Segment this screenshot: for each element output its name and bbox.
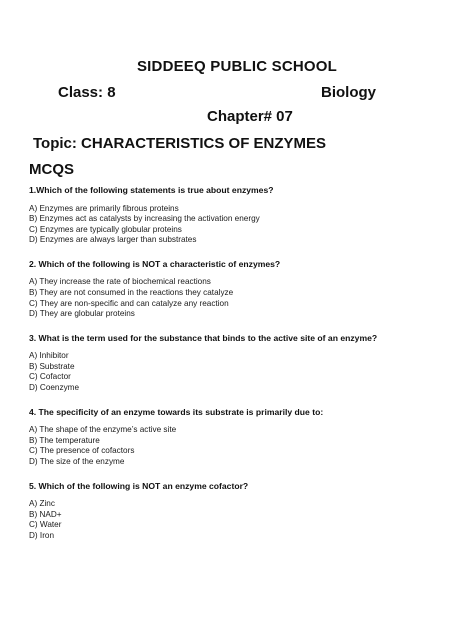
- option-item: A) The shape of the enzyme’s active site: [29, 425, 177, 435]
- school-name: SIDDEEQ PUBLIC SCHOOL: [136, 58, 338, 75]
- option-item: C) Water: [29, 520, 62, 530]
- option-item: C) Enzymes are typically globular proteins: [29, 224, 182, 234]
- option-item: D) The size of the enzyme: [29, 456, 125, 466]
- option-list: [29, 499, 449, 541]
- question-text: 5. Which of the following is NOT an enzyme cofactor?: [29, 480, 249, 491]
- option-item: B) Enzymes act as catalysts by increasing the activation energy: [29, 214, 260, 224]
- option-item: D) Iron: [29, 530, 55, 540]
- question-block: [29, 480, 449, 542]
- option-item: B) The temperature: [29, 435, 100, 445]
- question-block: [29, 332, 449, 394]
- option-item: B) NAD+: [29, 509, 62, 519]
- option-item: C) They are non-specific and can catalyze any reaction: [29, 298, 229, 308]
- option-item: A) Inhibitor: [29, 351, 69, 361]
- option-item: C) The presence of cofactors: [29, 446, 135, 456]
- question-block: [29, 258, 449, 320]
- option-item: D) They are globular proteins: [29, 309, 135, 319]
- option-list: [29, 351, 449, 393]
- question-block: [29, 406, 449, 468]
- class-label: Class: 8: [58, 84, 116, 101]
- option-item: D) Coenzyme: [29, 383, 80, 393]
- option-list: [29, 425, 449, 467]
- question-text: 3. What is the term used for the substance that binds to the active site of an enzyme?: [29, 332, 378, 343]
- option-item: A) Zinc: [29, 499, 55, 508]
- topic-title: Topic: CHARACTERISTICS OF ENZYMES: [33, 135, 327, 152]
- option-item: B) Substrate: [29, 361, 75, 371]
- chapter-label: Chapter# 07: [207, 108, 293, 125]
- option-item: A) They increase the rate of biochemical reactions: [29, 277, 211, 287]
- option-item: C) Cofactor: [29, 372, 71, 382]
- option-item: B) They are not consumed in the reactions they catalyze: [29, 287, 234, 297]
- option-list: [29, 204, 449, 246]
- question-text: 2. Which of the following is NOT a characteristic of enzymes?: [29, 258, 281, 269]
- question-text: 1.Which of the following statements is true about enzymes?: [29, 185, 274, 195]
- subject-label: Biology: [321, 84, 376, 101]
- question-block: [29, 184, 449, 246]
- option-list: [29, 277, 449, 319]
- option-item: D) Enzymes are always larger than substrates: [29, 235, 197, 245]
- question-list: [29, 184, 449, 553]
- question-text: 4. The specificity of an enzyme towards its substrate is primarily due to:: [29, 406, 324, 417]
- section-title: MCQS: [29, 161, 74, 178]
- option-item: A) Enzymes are primarily fibrous proteins: [29, 203, 179, 213]
- class-subject-row: [58, 84, 376, 101]
